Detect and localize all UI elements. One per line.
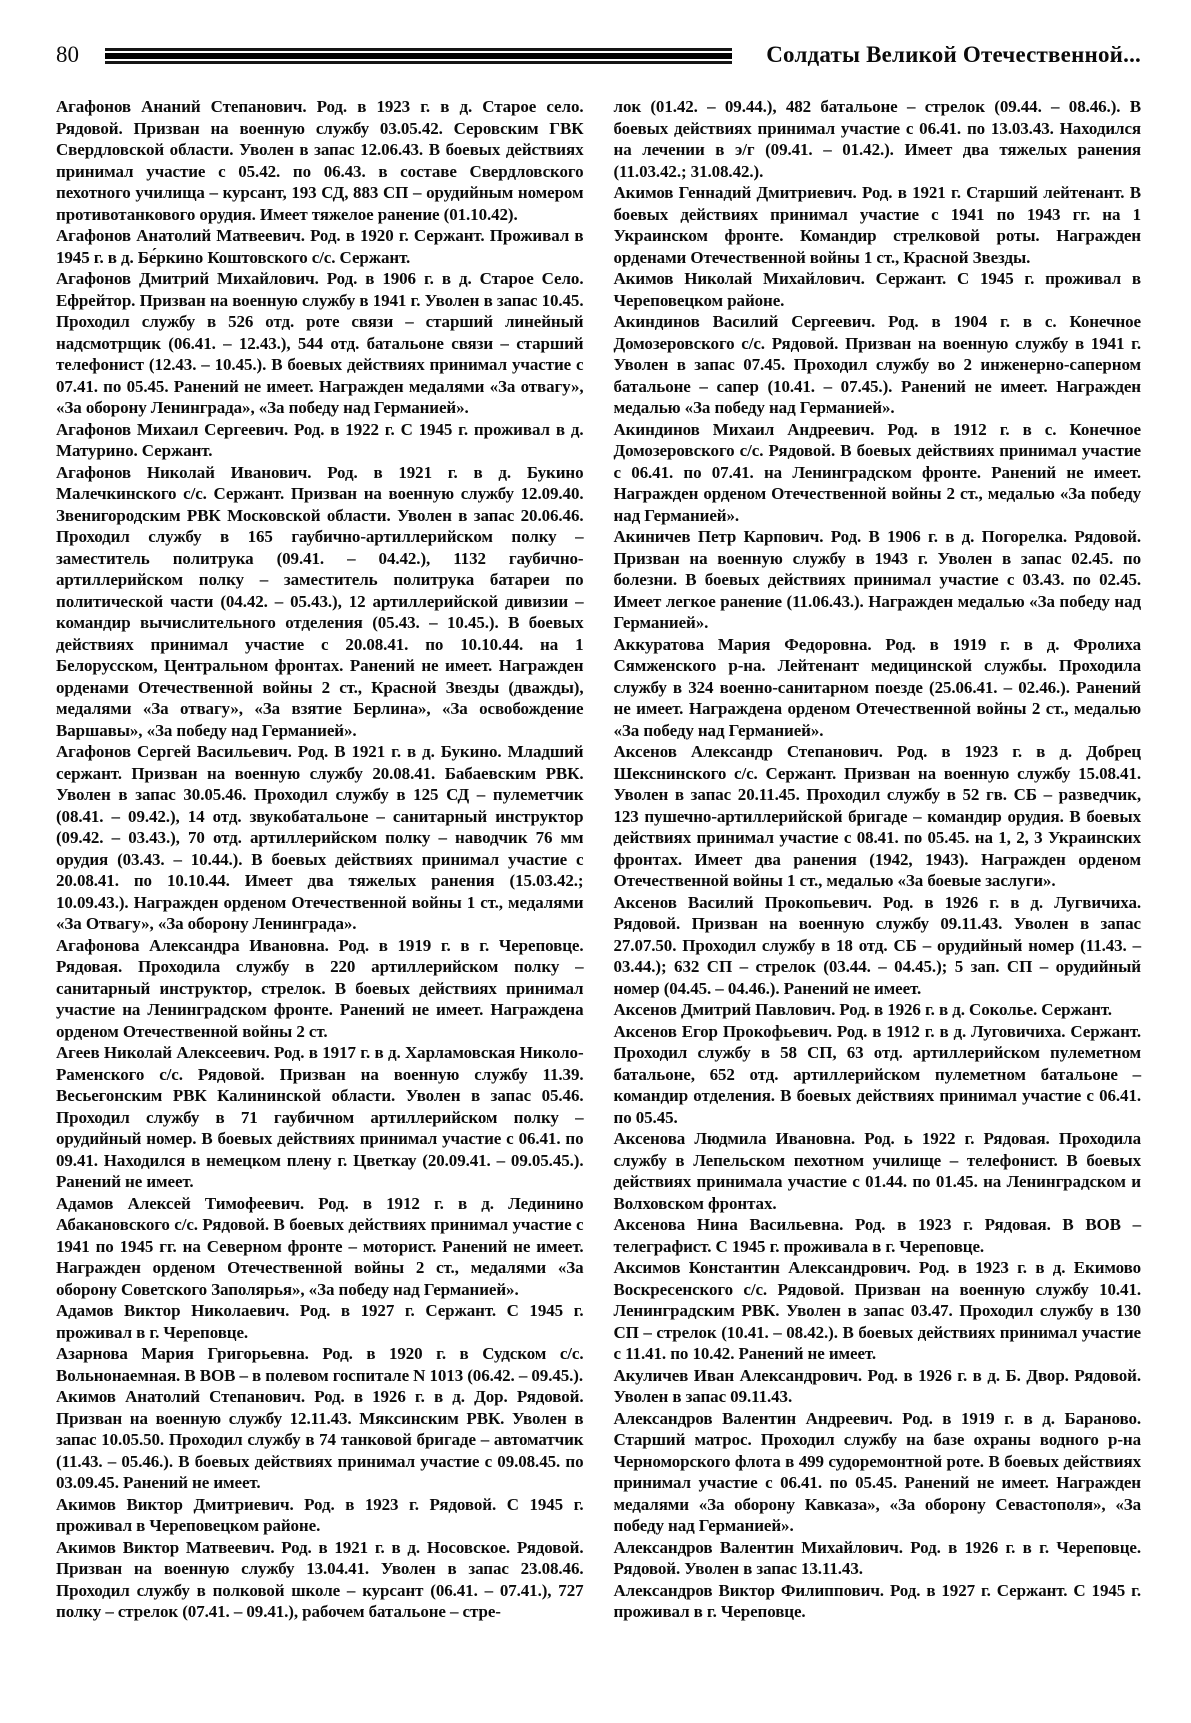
entry-paragraph: Агафонов Николай Иванович. Род. в 1921 г. в д. Букино Малечкинского с/с. Сержант. Призван на военную службу 12.09.40. Звенигородским РВК Московской области. Уволен в запас 20.06.46. Проходил службу в 165 гаубично-артиллерийском полку – заместитель политрука (09.41. – 04.42.), 1132 гаубично-артиллерийском полку – заместитель политрука батареи по политической части (04.42. – 05.43.), 12 артиллерийской дивизии – командир вычислительного отделения (05.43. – 10.45.). В боевых действиях принимал участие с 20.08.41. по 10.10.44. на 1 Белорусском, Центральном фронтах. Ранений не имеет. Награжден орденами Отечественной войны 2 ст., Красной Звезды (дважды), медалями «За отвагу», «За взятие Берлина», «За освобождение Варшавы», «За победу над Германией». (56, 462, 584, 740)
entry-paragraph: Александров Виктор Филиппович. Род. в 1927 г. Сержант. С 1945 г. проживал в г. Череповце. (613, 1580, 1141, 1621)
header-rule-thin-top (105, 48, 732, 51)
entry-paragraph: Азарнова Мария Григорьевна. Род. в 1920 г. в Судском с/с. Вольнонаемная. В ВОВ – в полевом госпитале N 1013 (06.42. – 09.45.). (56, 1344, 584, 1385)
entry-paragraph: Агафонов Михаил Сергеевич. Род. в 1922 г. С 1945 г. проживал в д. Матурино. Сержант. (56, 419, 584, 460)
entry-paragraph: Аксимов Константин Александрович. Род. в 1923 г. в д. Екимово Воскресенского с/с. Рядовой. Призван на военную службу 10.41. Ленинградским РВК. Уволен в запас 03.47. Проходил службу в 130 СП – стрелок (10.41. – 08.42.). В боевых действиях принимал участие с 11.41. по 10.42. Ранений не имеет. (613, 1258, 1141, 1363)
entry-paragraph: Агафонов Сергей Васильевич. Род. В 1921 г. в д. Букино. Младший сержант. Призван на военную службу 20.08.41. Бабаевским РВК. Уволен в запас 30.05.46. Проходил службу в 125 СД – пулеметчик (08.41. – 09.42.), 14 отд. звукобатальоне – санитарный инструктор (09.42. – 03.43.), 70 отд. артиллерийском полку – наводчик 76 мм орудия (03.43. – 10.44.). В боевых действиях принимал участие с 20.08.41. по 10.10.44. Имеет два тяжелых ранения (15.03.42.; 10.09.43.). Награжден орденом Отечественной войны 1 ст., медалями «За Отвагу», «За оборону Ленинграда». (56, 742, 584, 933)
entry-paragraph: Агафонов Ананий Степанович. Род. в 1923 г. в д. Старое село. Рядовой. Призван на военную службу 03.05.42. Серовским ГВК Свердловской области. Уволен в запас 12.06.43. В боевых действиях принимал участие с 05.42. по 06.43. в составе Свердловского пехотного училища – курсант, 193 СД, 883 СП – орудийным номером противотанкового орудия. Имеет тяжелое ранение (01.10.42). (56, 97, 584, 224)
entry-paragraph: Аксенов Василий Прокопьевич. Род. в 1926 г. в д. Лугвичиха. Рядовой. Призван на военную службу 09.11.43. Уволен в запас 27.07.50. Проходил службу в 18 отд. СБ – орудийный номер (11.43. – 03.44.); 632 СП – стрелок (03.44. – 04.45.); 5 зап. СП – орудийный номер (04.45. – 04.46.). Ранений не имеет. (613, 892, 1141, 998)
entry-paragraph: Акуличев Иван Александрович. Род. в 1926 г. в д. Б. Двор. Рядовой. Уволен в запас 09.11.43. (613, 1365, 1141, 1406)
entry-paragraph: Адамов Виктор Николаевич. Род. в 1927 г. Сержант. С 1945 г. проживал в г. Череповце. (56, 1301, 584, 1342)
entry-paragraph: Акиндинов Василий Сергеевич. Род. в 1904 г. в с. Конечное Домозеровского с/с. Рядовой. Призван на военную службу в 1941 г. Уволен в запас 07.45. Проходил службу во 2 инженерно-саперном батальоне – сапер (10.41. – 07.45.). Ранений не имеет. Награжден медалью «За победу над Германией». (613, 312, 1141, 417)
right-column (614, 96, 1142, 1623)
page-number: 80 (56, 42, 79, 67)
page-header (56, 40, 1141, 70)
header-rule (105, 48, 732, 64)
left-column (56, 96, 584, 1623)
entry-paragraph: Акимов Геннадий Дмитриевич. Род. в 1921 г. Старший лейтенант. В боевых действиях принимал участие с 1941 по 1943 гг. на 1 Украинском фронте. Командир стрелковой роты. Награжден орденами Отечественной войны 1 ст., Красной Звезды. (613, 183, 1141, 267)
entry-paragraph: Адамов Алексей Тимофеевич. Род. в 1912 г. в д. Лединино Абакановского с/с. Рядовой. В боевых действиях принимал участие с 1941 по 1945 гг. на Северном фронте – моторист. Ранений не имеет. Награжден орденом Отечественной войны 2 ст., медалями «За оборону Советского Заполярья», «За победу над Германией». (56, 1193, 584, 1299)
entry-paragraph: Акиничев Петр Карпович. Род. В 1906 г. в д. Погорелка. Рядовой. Призван на военную службу в 1943 г. Уволен в запас 02.45. по болезни. В боевых действиях принимал участие с 03.43. по 02.45. Имеет легкое ранение (11.06.43.). Награжден медалью «За победу над Германией». (613, 527, 1141, 632)
entry-paragraph: Аксенова Людмила Ивановна. Род. ь 1922 г. Рядовая. Проходила службу в Лепельском пехотном училище – телефонист. В боевых действиях принимала участие с 01.44. по 01.45. на Ленинградском и Волховском фронтах. (613, 1129, 1141, 1213)
entry-paragraph: Аксенов Александр Степанович. Род. в 1923 г. в д. Добрец Шекснинского с/с. Сержант. Призван на военную службу 15.08.41. Уволен в запас 20.11.45. Проходил службу в 52 гв. СБ – разведчик, 123 пушечно-артиллерийской бригаде – командир орудия. В боевых действиях принимал участие с 08.41. по 05.45. на 1, 2, 3 Украинских фронтах. Имеет два ранения (1942, 1943). Награжден орденом Отечественной войны 1 ст., медалью «За боевые заслуги». (613, 742, 1141, 890)
entry-paragraph: Александров Валентин Михайлович. Род. в 1926 г. в г. Череповце. Рядовой. Уволен в запас 13.11.43. (613, 1537, 1141, 1578)
header-rule-thick (105, 53, 732, 59)
entry-paragraph: Аксенов Егор Прокофьевич. Род. в 1912 г. в д. Луговичиха. Сержант. Проходил службу в 58 СП, 63 отд. артиллерийском пулеметном батальоне, 652 отд. артиллерийском пулеметном батальоне – командир отделения. В боевых действиях принимал участие с 06.41. по 05.45. (613, 1021, 1141, 1127)
entry-paragraph: Александров Валентин Андреевич. Род. в 1919 г. в д. Бараново. Старший матрос. Проходил службу на базе охраны водного р-на Черноморского флота в 499 судоремонтной роте. В боевых действиях принимал участие с 06.41. по 05.45. Ранений не имеет. Награжден медалями «За оборону Кавказа», «За оборону Севастополя», «За победу над Германией». (613, 1408, 1141, 1535)
entry-paragraph: Аккуратова Мария Федоровна. Род. в 1919 г. в д. Фролиха Сямженского р-на. Лейтенант медицинской службы. Проходила службу в 324 военно-санитарном поезде (25.06.41. – 02.46.). Ранений не имеет. Награждена орденом Отечественной войны 2 ст., медалью «За победу над Германией». (613, 634, 1141, 740)
entry-paragraph: Акиндинов Михаил Андреевич. Род. в 1912 г. в с. Конечное Домозеровского с/с. Рядовой. В боевых действиях принимал участие с 06.41. по 07.41. на Ленинградском фронте. Ранений не имеет. Награжден орденом Отечественной войны 2 ст., медалью «За победу над Германией». (613, 419, 1141, 525)
entry-paragraph: Аксенов Дмитрий Павлович. Род. в 1926 г. в д. Соколье. Сержант. (613, 1000, 1112, 1019)
entry-paragraph: Акимов Николай Михайлович. Сержант. С 1945 г. проживал в Череповецком районе. (613, 269, 1141, 310)
running-title: Солдаты Великой Отечественной... (766, 42, 1141, 67)
entry-paragraph: Агафонов Дмитрий Михайлович. Род. в 1906 г. в д. Старое Село. Ефрейтор. Призван на военную службу в 1941 г. Уволен в запас 10.45. Проходил службу в 526 отд. роте связи – старший линейный надсмотрщик (06.41. – 12.43.), 544 отд. батальоне связи – старший телефонист (12.43. – 10.45.). В боевых действиях принимал участие с 07.41. по 05.45. Ранений не имеет. Награжден медалями «За отвагу», «За оборону Ленинграда», «За победу над Германией». (56, 269, 584, 417)
entry-paragraph: Акимов Виктор Матвеевич. Род. в 1921 г. в д. Носовское. Рядовой. Призван на военную службу 13.04.41. Уволен в запас 23.08.46. Проходил службу в полковой школе – курсант (06.41. – 07.41.), 727 полку – стрелок (07.41. – 09.41.), рабочем батальоне – стре- (56, 1537, 584, 1621)
entry-paragraph: Агафонов Анатолий Матвеевич. Род. в 1920 г. Сержант. Проживал в 1945 г. в д. Бе́ркино Коштовского с/с. Сержант. (56, 226, 584, 267)
header-rule-thin-bottom (105, 61, 732, 64)
entry-paragraph: Агеев Николай Алексеевич. Род. в 1917 г. в д. Харламовская Николо-Раменского с/с. Рядовой. Призван на военную службу 11.39. Весьегонским РВК Калининской области. Уволен в запас 05.46. Проходил службу в 71 гаубичном артиллерийском полку – орудийный номер. В боевых действиях принимал участие с 06.41. по 09.41. Находился в немецком плену г. Цветкау (20.09.41. – 09.05.45.). Ранений не имеет. (56, 1043, 584, 1191)
entry-paragraph: Акимов Анатолий Степанович. Род. в 1926 г. в д. Дор. Рядовой. Призван на военную службу 12.11.43. Мяксинским РВК. Уволен в запас 10.05.50. Проходил службу в 74 танковой бригаде – автоматчик (11.43. – 05.46.). В боевых действиях принимал участие с 09.08.45. по 03.09.45. Ранений не имеет. (56, 1387, 584, 1492)
entry-paragraph: лок (01.42. – 09.44.), 482 батальоне – стрелок (09.44. – 08.46.). В боевых действиях принимал участие с 06.41. по 13.03.43. Находился на лечении в э/г (09.41. – 01.42.). Имеет два тяжелых ранения (11.03.42.; 31.08.42.). (613, 97, 1141, 181)
entry-paragraph: Агафонова Александра Ивановна. Род. в 1919 г. в г. Череповце. Рядовая. Проходила службу в 220 артиллерийском полку – санитарный инструктор, стрелок. В боевых действиях принимал участие на Ленинградском фронте. Ранений не имеет. Награждена орденом Отечественной войны 2 ст. (56, 935, 584, 1041)
entry-paragraph: Аксенова Нина Васильевна. Род. в 1923 г. Рядовая. В ВОВ – телеграфист. С 1945 г. проживала в г. Череповце. (613, 1215, 1141, 1256)
text-columns (56, 96, 1141, 1623)
entry-paragraph: Акимов Виктор Дмитриевич. Род. в 1923 г. Рядовой. С 1945 г. проживал в Череповецком районе. (56, 1494, 584, 1535)
